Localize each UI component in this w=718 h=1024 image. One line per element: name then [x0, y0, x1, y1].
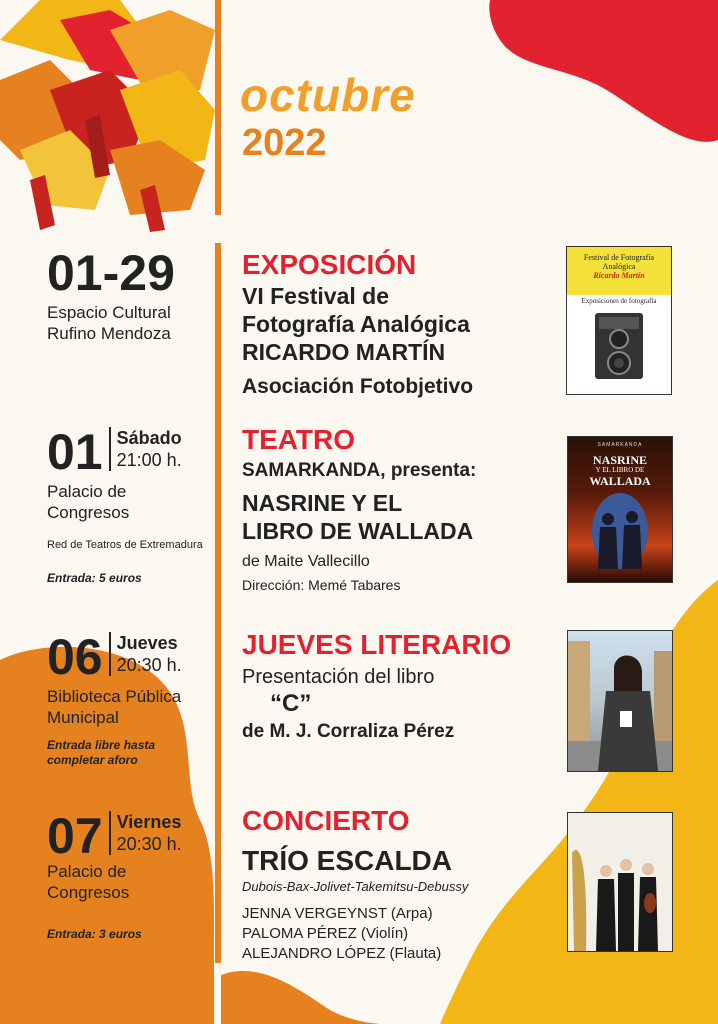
event-line-4: de Maite Vallecillo — [242, 553, 370, 570]
event-exposicion-left — [47, 245, 212, 344]
poster-subtitle: Exposiciones de fotografía — [581, 297, 657, 305]
event-line-5: Dirección: Memé Tabares — [242, 577, 401, 593]
venue-line-2: Congresos — [47, 503, 130, 522]
venue-line-1: Biblioteca Pública — [47, 687, 182, 706]
event-entry-2: completar aforo — [47, 753, 138, 767]
year-title: 2022 — [242, 122, 327, 164]
event-time: 21:00 h. — [116, 450, 182, 470]
trio-illustration — [568, 813, 672, 951]
poster-company: SAMARKANDA — [597, 442, 643, 448]
poster-title: Festival de Fotografía Analógica — [583, 253, 655, 271]
event-line-2: “C” — [270, 690, 312, 717]
venue-line-2: Congresos — [47, 883, 130, 902]
event-line-1: SAMARKANDA, presenta: — [242, 460, 477, 481]
event-line-1: VI Festival de — [242, 283, 390, 309]
event-time: 20:30 h. — [116, 655, 182, 675]
event-line-3: JENNA VERGEYNST (Arpa) — [242, 905, 433, 922]
event-date: 01 — [47, 424, 103, 480]
poster-name: Ricardo Martín — [593, 271, 645, 280]
event-line-1: Presentación del libro — [242, 666, 435, 688]
event-line-2: Dubois-Bax-Jolivet-Takemitsu-Debussy — [242, 879, 469, 894]
poster-title-2: Y EL LIBRO DE — [595, 466, 645, 474]
red-blob — [489, 0, 718, 142]
venue-line-1: Palacio de — [47, 482, 127, 501]
event-note: Red de Teatros de Extremadura — [47, 539, 203, 551]
figures-illustration — [568, 491, 672, 571]
event-category: JUEVES LITERARIO — [242, 629, 512, 660]
event-category: EXPOSICIÓN — [242, 249, 417, 280]
timeline-divider-top — [215, 0, 221, 215]
timeline-divider-main — [215, 243, 221, 963]
venue-line-2: Municipal — [47, 708, 119, 727]
event-line-4: Asociación Fotobjetivo — [242, 375, 474, 398]
event-line-3: RICARDO MARTÍN — [242, 339, 446, 365]
poster-title-1: NASRINE — [592, 453, 647, 467]
event-category: TEATRO — [242, 424, 356, 455]
poster-fotografia — [566, 246, 672, 395]
event-line-3: de M. J. Corraliza Pérez — [242, 721, 455, 742]
event-jueves-left — [47, 629, 215, 768]
event-concierto-main — [242, 806, 562, 964]
event-teatro-left — [47, 424, 215, 586]
orange-blob-bottom — [221, 971, 380, 1024]
event-entry: Entrada: 5 euros — [47, 571, 142, 585]
poster-nasrine — [567, 436, 673, 583]
event-time: 20:30 h. — [116, 834, 182, 854]
event-entry: Entrada: 3 euros — [47, 927, 142, 941]
camera-icon — [589, 309, 649, 381]
event-date: 06 — [47, 629, 103, 685]
autumn-leaves — [0, 0, 215, 232]
event-line-2: NASRINE Y EL — [242, 490, 403, 516]
venue-line-1: Palacio de — [47, 862, 127, 881]
author-illustration — [568, 631, 672, 771]
event-line-5: ALEJANDRO LÓPEZ (Flauta) — [242, 945, 442, 962]
event-line-2: Fotografía Analógica — [242, 311, 470, 337]
event-teatro-main — [242, 425, 562, 595]
venue-line-2: Rufino Mendoza — [47, 324, 171, 343]
event-exposicion-main — [242, 250, 562, 400]
event-concierto-left — [47, 808, 215, 942]
event-line-3: LIBRO DE WALLADA — [242, 518, 474, 544]
trio-photo — [567, 812, 673, 952]
event-category: CONCIERTO — [242, 805, 410, 836]
event-date: 01-29 — [47, 245, 175, 301]
author-photo — [567, 630, 673, 772]
event-entry-1: Entrada libre hasta — [47, 738, 156, 752]
event-day: Jueves — [116, 633, 178, 653]
poster-title-3: WALLADA — [589, 474, 651, 488]
event-line-4: PALOMA PÉREZ (Violín) — [242, 925, 409, 942]
month-title: octubre — [240, 69, 416, 121]
event-day: Viernes — [116, 812, 182, 832]
venue-line-1: Espacio Cultural — [47, 303, 171, 322]
event-date: 07 — [47, 808, 103, 864]
event-line-1: TRÍO ESCALDA — [242, 845, 452, 876]
event-day: Sábado — [116, 428, 182, 448]
event-jueves-main — [242, 630, 572, 744]
